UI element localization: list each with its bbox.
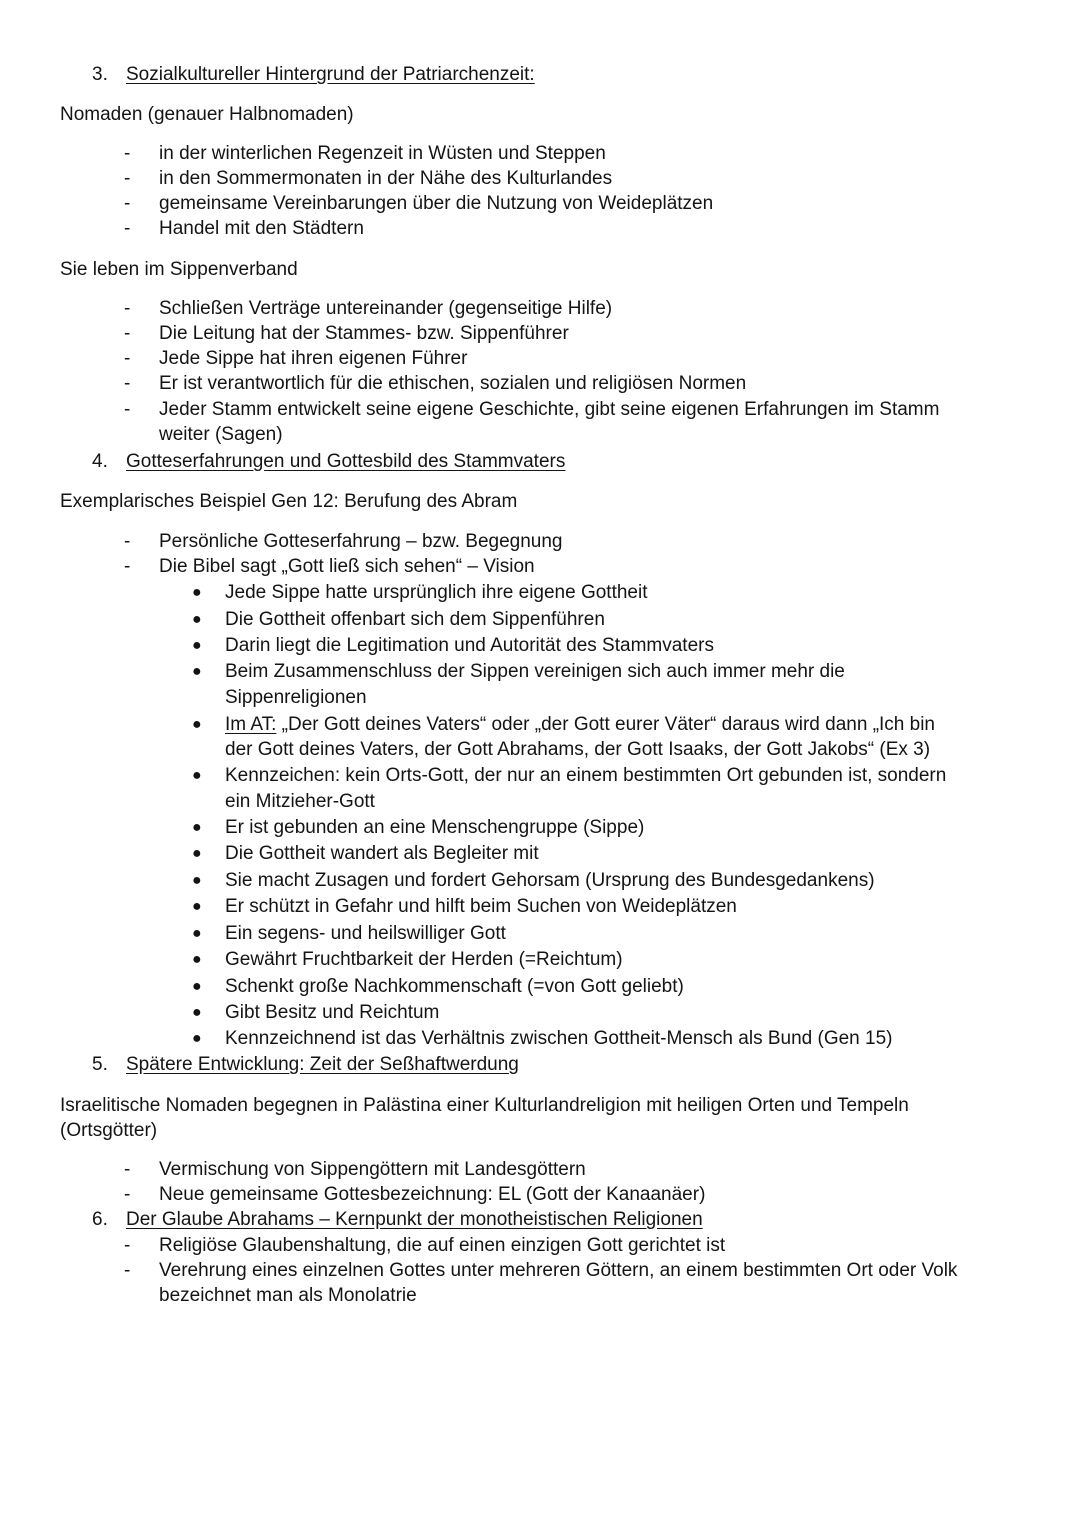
bullet-item-text: Er ist gebunden an eine Menschengruppe (Sippe) <box>225 817 645 838</box>
list-item-text: Handel mit den Städtern <box>159 218 364 239</box>
list-item-text: Neue gemeinsame Gottesbezeichnung: EL (Gott der Kanaanäer) <box>159 1184 706 1205</box>
list-item-text: Jede Sippe hat ihren eigenen Führer <box>159 348 468 369</box>
dash-marker: - <box>124 348 131 369</box>
bullet-item-text: Er schützt in Gefahr und hilft beim Suchen von Weideplätzen <box>225 896 737 917</box>
bullet-item-text: Gewährt Fruchtbarkeit der Herden (=Reichtum) <box>225 949 623 970</box>
dash-marker: - <box>124 1159 131 1180</box>
bullet-item-text-continued: ein Mitzieher-Gott <box>225 791 375 812</box>
bullet-item-text: Die Gottheit wandert als Begleiter mit <box>225 843 539 864</box>
bullet-item-text: „Der Gott deines Vaters“ oder „der Gott eurer Väter“ daraus wird dann „Ich bin <box>281 714 936 735</box>
section-5-intro: Israelitische Nomaden begegnen in Palästina einer Kulturlandreligion mit heiligen Orten und Tempeln <box>60 1095 909 1116</box>
dash-marker: - <box>124 1260 131 1281</box>
section-4-heading <box>92 449 565 474</box>
bullet-marker: ● <box>192 898 202 915</box>
dash-marker: - <box>124 218 131 239</box>
list-item-text: gemeinsame Vereinbarungen über die Nutzung von Weideplätzen <box>159 193 714 214</box>
bullet-item-text: Kennzeichnend ist das Verhältnis zwischen Gottheit-Mensch als Bund (Gen 15) <box>225 1028 893 1049</box>
dash-marker: - <box>124 143 131 164</box>
bullet-marker: ● <box>192 1004 202 1021</box>
bullet-item-text: Sie macht Zusagen und fordert Gehorsam (Ursprung des Bundesgedankens) <box>225 870 875 891</box>
list-item-text: Die Bibel sagt „Gott ließ sich sehen“ – Vision <box>159 556 535 577</box>
dash-marker: - <box>124 531 131 552</box>
bullet-item-text-continued: Sippenreligionen <box>225 687 367 708</box>
dash-marker: - <box>124 193 131 214</box>
bullet-marker: ● <box>192 951 202 968</box>
dash-marker: - <box>124 323 131 344</box>
list-item-text: Die Leitung hat der Stammes- bzw. Sippenführer <box>159 323 569 344</box>
list-item-text-continued: weiter (Sagen) <box>159 424 283 445</box>
bullet-marker: ● <box>192 925 202 942</box>
bullet-item-text: Kennzeichen: kein Orts-Gott, der nur an einem bestimmten Ort gebunden ist, sondern <box>225 765 947 786</box>
list-item-text: Er ist verantwortlich für die ethischen, sozialen und religiösen Normen <box>159 373 747 394</box>
list-item-text-continued: bezeichnet man als Monolatrie <box>159 1285 417 1306</box>
list-item-text: Jeder Stamm entwickelt seine eigene Geschichte, gibt seine eigenen Erfahrungen im Stamm <box>159 399 940 420</box>
bullet-marker: ● <box>192 611 202 628</box>
dash-marker: - <box>124 168 131 189</box>
list-item-text: Verehrung eines einzelnen Gottes unter mehreren Göttern, an einem bestimmten Ort oder Volk <box>159 1260 958 1281</box>
section-6-heading <box>92 1207 703 1232</box>
bullet-marker: ● <box>192 584 202 601</box>
section-title: Spätere Entwicklung: Zeit der Seßhaftwerdung <box>126 1054 519 1075</box>
list-item-text: Vermischung von Sippengöttern mit Landesgöttern <box>159 1159 586 1180</box>
dash-marker: - <box>124 556 131 577</box>
bullet-item-text: Beim Zusammenschluss der Sippen vereinigen sich auch immer mehr die <box>225 661 845 682</box>
bullet-marker: ● <box>192 663 202 680</box>
dash-marker: - <box>124 399 131 420</box>
section-5-heading <box>92 1052 519 1077</box>
section-4-intro: Exemplarisches Beispiel Gen 12: Berufung des Abram <box>60 491 518 512</box>
section-number: 5. <box>92 1054 108 1075</box>
dash-marker: - <box>124 1184 131 1205</box>
bullet-marker: ● <box>192 637 202 654</box>
bullet-item-text: Schenkt große Nachkommenschaft (=von Gott geliebt) <box>225 976 684 997</box>
bullet-item-text: Jede Sippe hatte ursprünglich ihre eigene Gottheit <box>225 582 648 603</box>
dash-marker: - <box>124 373 131 394</box>
bullet-item-text: Gibt Besitz und Reichtum <box>225 1002 440 1023</box>
bullet-item-text-line <box>225 712 935 737</box>
list-item-text: in der winterlichen Regenzeit in Wüsten und Steppen <box>159 143 606 164</box>
bullet-item-text: Die Gottheit offenbart sich dem Sippenführen <box>225 609 605 630</box>
bullet-marker: ● <box>192 845 202 862</box>
bullet-item-text-continued: der Gott deines Vaters, der Gott Abrahams, der Gott Isaaks, der Gott Jakobs“ (Ex 3) <box>225 739 931 760</box>
section-number: 4. <box>92 451 108 472</box>
bullet-marker: ● <box>192 819 202 836</box>
bullet-item-text: Ein segens- und heilswilliger Gott <box>225 923 506 944</box>
dash-marker: - <box>124 298 131 319</box>
bullet-marker: ● <box>192 1030 202 1047</box>
section-number: 3. <box>92 64 108 85</box>
list-item-text: Religiöse Glaubenshaltung, die auf einen einzigen Gott gerichtet ist <box>159 1235 726 1256</box>
bullet-marker: ● <box>192 767 202 784</box>
section-3-intro-sippenverband: Sie leben im Sippenverband <box>60 259 298 280</box>
bullet-marker: ● <box>192 716 202 733</box>
section-5-intro-continued: (Ortsgötter) <box>60 1120 158 1141</box>
bullet-marker: ● <box>192 872 202 889</box>
section-title: Der Glaube Abrahams – Kernpunkt der monotheistischen Religionen <box>126 1209 703 1230</box>
section-title: Sozialkultureller Hintergrund der Patriarchenzeit: <box>126 64 535 85</box>
section-3-heading <box>92 62 535 87</box>
list-item-text: Persönliche Gotteserfahrung – bzw. Begegnung <box>159 531 563 552</box>
dash-marker: - <box>124 1235 131 1256</box>
list-item-text: Schließen Verträge untereinander (gegenseitige Hilfe) <box>159 298 613 319</box>
list-item-text: in den Sommermonaten in der Nähe des Kulturlandes <box>159 168 613 189</box>
section-number: 6. <box>92 1209 108 1230</box>
section-3-intro-nomaden: Nomaden (genauer Halbnomaden) <box>60 104 354 125</box>
bullet-item-text: Darin liegt die Legitimation und Autorität des Stammvaters <box>225 635 714 656</box>
bullet-prefix-im-at: Im AT: <box>225 714 277 735</box>
bullet-marker: ● <box>192 978 202 995</box>
section-title: Gotteserfahrungen und Gottesbild des Stammvaters <box>126 451 566 472</box>
